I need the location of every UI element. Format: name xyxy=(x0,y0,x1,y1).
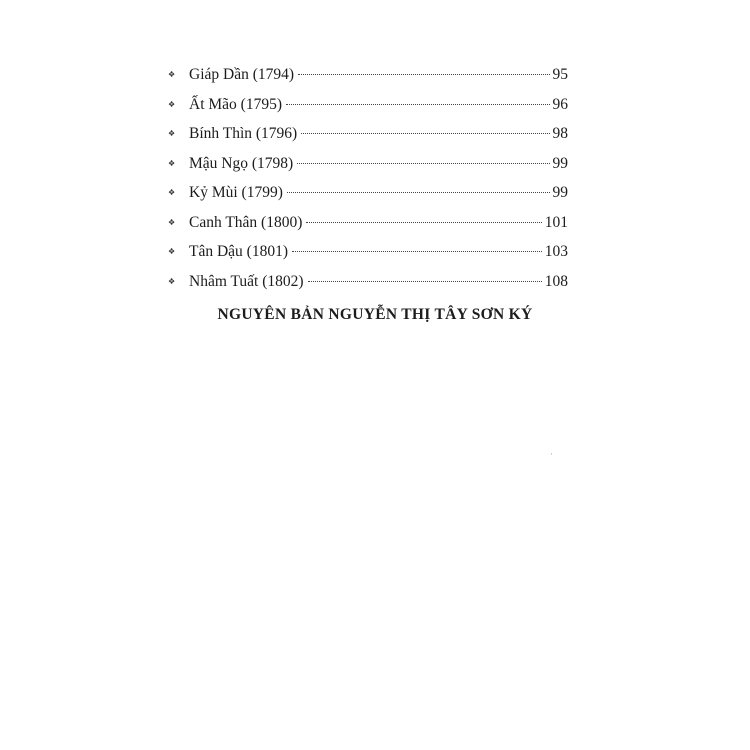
diamond-bullet-icon: ❖ xyxy=(168,247,176,256)
diamond-bullet-icon: ❖ xyxy=(168,276,176,286)
toc-entry-page: 101 xyxy=(544,213,568,231)
toc-entry xyxy=(168,64,568,94)
toc-entry-title: Kỷ Mùi (1799) xyxy=(189,184,283,201)
dot-leader xyxy=(306,222,541,223)
toc-entry-page: 98 xyxy=(552,125,568,142)
dot-leader xyxy=(286,104,550,105)
toc-entry xyxy=(168,94,568,124)
toc-entry-page: 96 xyxy=(552,95,568,113)
diamond-bullet-icon: ❖ xyxy=(168,158,176,168)
toc-entry-page: 103 xyxy=(544,243,568,260)
diamond-bullet-icon: ❖ xyxy=(168,129,176,138)
table-of-contents xyxy=(168,64,568,300)
scan-speck xyxy=(551,453,552,455)
toc-entry xyxy=(168,241,568,271)
toc-entry xyxy=(168,212,568,242)
toc-entry-title: Nhâm Tuất (1802) xyxy=(189,272,304,290)
dot-leader xyxy=(297,163,549,164)
dot-leader xyxy=(308,281,542,282)
diamond-bullet-icon: ❖ xyxy=(168,99,176,109)
toc-entry xyxy=(168,271,568,301)
toc-entry-title: Ất Mão (1795) xyxy=(189,95,282,113)
toc-entry-title: Canh Thân (1800) xyxy=(189,213,303,231)
toc-entry-page: 99 xyxy=(552,184,568,201)
dot-leader xyxy=(298,74,549,75)
toc-entry-title: Giáp Dần (1794) xyxy=(189,66,295,83)
toc-entry-title: Mậu Ngọ (1798) xyxy=(189,154,294,172)
toc-entry-title: Bính Thìn (1796) xyxy=(189,125,298,142)
dot-leader xyxy=(292,251,542,252)
toc-entry xyxy=(168,182,568,212)
toc-entry-page: 99 xyxy=(552,154,568,172)
toc-entry-page: 95 xyxy=(552,66,568,83)
toc-entry xyxy=(168,153,568,183)
dot-leader xyxy=(301,133,549,134)
diamond-bullet-icon: ❖ xyxy=(168,188,176,197)
toc-entry xyxy=(168,123,568,153)
toc-entry-title: Tân Dậu (1801) xyxy=(189,243,288,260)
section-heading: NGUYÊN BẢN NGUYỄN THỊ TÂY SƠN KÝ xyxy=(217,306,533,323)
diamond-bullet-icon: ❖ xyxy=(168,70,176,79)
diamond-bullet-icon: ❖ xyxy=(168,217,176,227)
toc-entry-page: 108 xyxy=(544,272,568,290)
dot-leader xyxy=(287,192,550,193)
